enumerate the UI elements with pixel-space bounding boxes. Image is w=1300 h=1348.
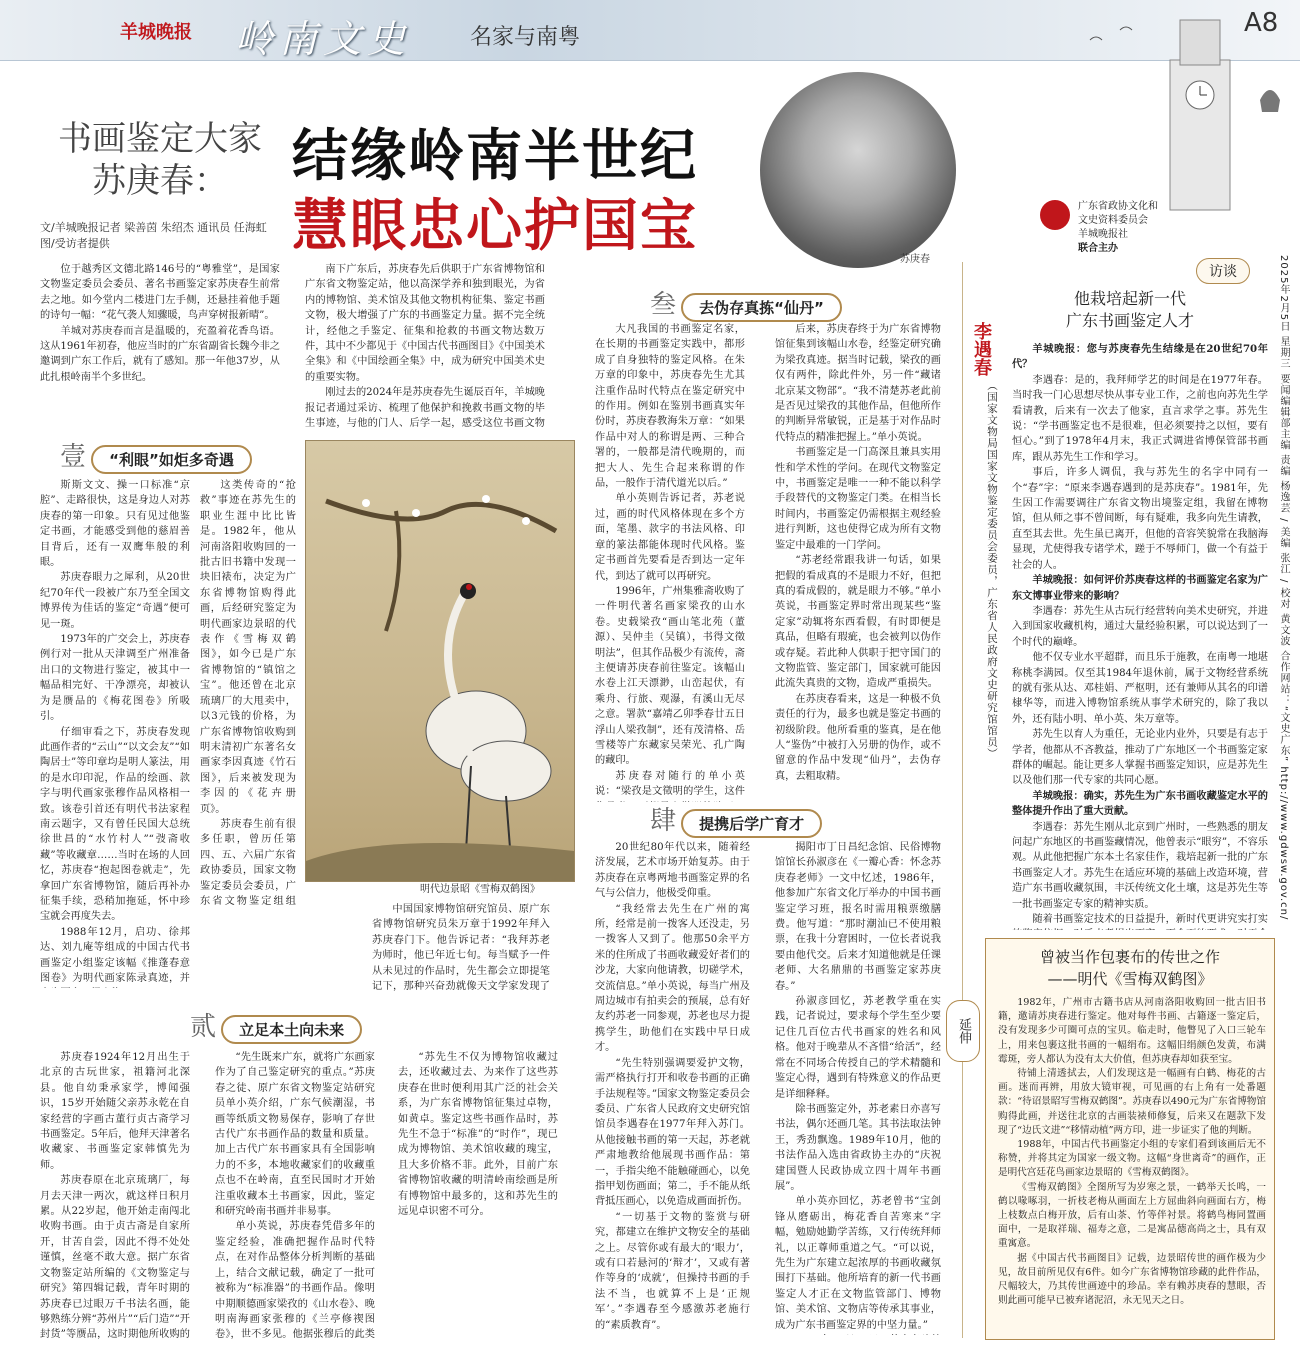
interview-answer: 李遇春：苏先生从古玩行经营转向美术史研究，并进入到国家收藏机构，通过大量经验积累，可以说达到了一个时代的巅峰。 — [1012, 605, 1268, 648]
section-4-paragraph — [775, 1333, 941, 1335]
section-4-paragraph: “一切基于文物的鉴赏与研究，都建立在维护文物安全的基础之上。尽管你或有最大的‘眼力’，或有口若悬河的‘辩才’，又或有著作等身的‘成就’，但操持书画的手法不当，也就算不上是‘正规军’。”李遇春至今感激苏老施行的“素质教育”。 — [595, 1211, 750, 1331]
interview-answer: 事后，许多人调侃，我与苏先生的名字中同有一个“春”字：“原来李遇春遇到的是苏庚春”。1981年，先生因工作需要调往广东省文物出境鉴定组，我留在博物馆，但从师之事不曾间断，每有疑难，我多向先生请教，直至其去世。先生虽已离开，但他的音容笑貌常在我脑海显现，尤使得我专诸学术，蹉于不辱师门，做一个有益于社会的人。 — [1012, 467, 1268, 571]
intro-paragraph: 羊城对苏庚春而言是温暖的，充盈着花香鸟语。这从1961年初春，他应当时的广东省副省长魏今非之邀调到广东工作后，就有了感知。那一年他37岁，从此扎根岭南半个多世纪。 — [40, 325, 280, 383]
section-2-paragraph: 苏庚春原在北京琉璃厂，每月去天津一两次，就这样日积月累。从22岁起，他开始走南闯北收购书画。由于贞古斋是自家所开，甘苦自尝，因此不得不处处谨慎，丝毫不敢大意。据广东省文物鉴定站所编的《文物鉴定与研究》第四辑记载，青年时期的苏庚春已过眼万千书法名画，能够熟练分辨“苏州片”“后门造”“开封货”等赝品，这时期他所收购的 — [40, 1175, 190, 1340]
extension-title — [1000, 946, 1260, 990]
interview-answer: 苏先生以育人为重任，无论业内业外，只要是有志于学者，他都从不吝教益，推动了广东地区一个书画鉴定家群体的崛起。能让更多人掌握书画鉴定知识，应是苏先生以及他们那一代专家的共同心愿。 — [1012, 729, 1268, 787]
extension-title-line-1: 曾被当作包裹布的传世之作 — [1039, 948, 1220, 966]
intro-col-2 — [305, 262, 545, 432]
section-4-paragraph: 揭阳市丁日昌纪念馆、民俗博物馆馆长孙淑彦在《一瓣心香：怀念苏庚春老师》一文中忆述，1986年，他参加广东省文化厅举办的中国书画鉴定学习班，报名时需用粮票缴膳费。他写道：“那时潮汕已不使用粮票，在我十分窘困时，一位长者说我要由他代交。后来才知道他就是任课老师、大名鼎鼎的书画鉴定家苏庚春。” — [775, 842, 941, 992]
section-3-heading — [650, 284, 842, 322]
section-2-paragraph: 苏庚春1924年12月出生于北京的古玩世家，祖籍河北深县。他自幼秉承家学，博闻强识，15岁开始随父亲苏永乾在自家经营的字画古董行贞古斋学习书画鉴定。5年后，他拜天津著名收藏家、书画鉴定家韩慎先为师。 — [40, 1052, 190, 1171]
extension-tag: 延伸 — [946, 1000, 980, 1062]
headline-title-line-1: 结缘岭南半世纪 — [292, 124, 698, 189]
section-1-heading — [60, 436, 252, 474]
column-title: 岭南文史 — [235, 17, 412, 61]
extension-title-line-2: ——明代《雪梅双鹤图》 — [1047, 970, 1213, 988]
organizer-line-1: 广东省政协文化和 — [1078, 201, 1158, 212]
side-credit: 2025年2月5日 星期三 要闻编辑部主编 责编 杨逸芸 / 美编 张江 / 校对 黄文波 合作网站：“文史广东” http://www.gdwsw.gov.cn/ — [1278, 255, 1289, 921]
section-1-paragraph: 苏庚春生前有很多任职，曾历任第四、五、六届广东省政协委员，国家文物鉴定委员会委员，广东省文物鉴定组组 — [200, 818, 296, 907]
section-4-paragraph: 孙淑彦回忆，苏老教学重在实践，记者说过，要求每个学生至少要记住几百位古代书画家的姓名和风格。他对于晚辈从不吝惜“给活”，经常在不同场合传授自己的学术精髓和鉴定心得，遇到有特殊意义的作品更是详细释释。 — [775, 996, 941, 1100]
column-divider — [962, 262, 963, 1338]
section-4-col-b — [775, 840, 941, 1335]
section-3-paragraph: 书画鉴定是一门高深且兼具实用性和学术性的学问。在现代文物鉴定中，书画鉴定是唯一一种不能以科学手段替代的文物鉴定门类。在相当长时间内，书画鉴定仍需根据主观经验进行判断，这也使得它成为所有文物鉴定中最难的一门学问。 — [775, 447, 941, 551]
section-4-paragraph: “我经常去先生在广州的寓所，经常是前一拨客人还没走，另一拨客人又到了。他那50余平方米的住所成了书画收藏爱好者们的沙龙，大家向他请教，切磋学术，交流信息。”单小英说，每当广州及周边城市有拍卖会的预展，总有好友约苏老一同参观，苏老也尽力提携学生，助他们在实践中早日成才。 — [595, 903, 750, 1054]
section-1-col-c — [220, 908, 300, 988]
section-1-paragraph: 中国国家博物馆研究馆员、原广东省博物馆研究员朱万章于1992年拜入苏庚春门下。他告诉记者：“我拜苏老为师时，他已年近七旬。每当赋予一件从未见过的作品时，先生都会立即提笔记下，那种兴奋劲就像天文学家发现了 — [372, 904, 550, 993]
intro-col-1 — [40, 262, 280, 432]
section-1-title: “利眼”如炬多奇遇 — [91, 445, 252, 474]
section-4-paragraph: 单小英亦回忆，苏老曾书“宝剑锋从磨砺出，梅花香自苦寒来”字幅，勉励她勤学苦练，又行传统拜师礼，以正尊师重道之气。“可以说，先生为广东建立起浓厚的书画收藏氛围打下基础。他所培育的新一代书画鉴定人才正在文物监管部门、博物馆、美术馆、文物店等传承其事业，成为广东书画鉴定界的中坚力量。” — [775, 1196, 941, 1331]
kicker-line-1: 书画鉴定大家 — [58, 119, 262, 159]
column-subtitle: 名家与南粤 — [470, 25, 581, 50]
extension-paragraph: 《雪梅双鹤图》全图所写为岁寒之景，一鹤举天长鸣，一鹤以喙啄羽，一折枝老梅从画面左上方屈曲斜向画面右方，梅上枝数点白梅开放，后有山茶、竹等伴衬景。将鹤鸟梅同置画面中，一是取祥瑞、福寿之意，二是寓品德高尚之士，具有双重寓意。 — [998, 1181, 1266, 1250]
extension-paragraph: 1988年，中国古代书画鉴定小组的专家们看到该画后无不称赞，并将其定为国家一级文物。这幅“身世离奇”的画作，正是明代宫廷花鸟画家边景昭的《雪梅双鹤图》。 — [998, 1139, 1266, 1179]
section-2-col-c — [398, 1050, 558, 1340]
section-3-title: 去伪存真拣“仙丹” — [681, 293, 842, 322]
interview-tab: 访谈 — [1196, 258, 1250, 284]
interview-answer: 李遇春：苏先生刚从北京到广州时，一些熟悉的朋友问起广东地区的书画鉴藏情况，他曾表示“眼穷”，不容乐观。从此他把握广东本土名家佳作，栽培起新一批的广东书画鉴定人才。苏先生在适应环境的基础上改造环境，营造广东书画收藏氛围，丰沃传统文化土壤，这是苏先生等一批书画鉴定专家的精神实质。 — [1012, 821, 1268, 910]
painting-snow-plum-cranes — [305, 440, 575, 882]
section-2-heading — [190, 1006, 362, 1044]
extension-paragraph: 据《中国古代书画图目》记载，边景昭传世的画作极为少见，故目前所见仅有6件。如今广东省博物馆珍藏的此件作品，尺幅较大，乃其传世画迹中的珍品。幸有赖苏庚春的慧眼，否则此画可能早已被弃诸泥沼，永无见天之日。 — [998, 1252, 1266, 1307]
clock-tower-illustration — [1060, 0, 1300, 230]
section-1-tail — [372, 902, 550, 994]
section-4-number: 肆 — [650, 806, 677, 836]
section-1-paragraph: 斯斯文文、操一口标准“京腔”、走路很快，这是身边人对苏庚春的第一印象。只有见过他鉴定书画，才能感受到他的慈眉善目背后，还有一双鹰隼般的利眼。 — [40, 480, 190, 569]
section-2-col-a — [40, 1050, 190, 1340]
interview-title-line-1: 他栽培起新一代 — [1073, 289, 1186, 308]
section-3-col-b — [775, 322, 941, 802]
section-4-col-a — [595, 840, 750, 1335]
section-4-heading — [650, 800, 822, 838]
interview-question: 羊城晚报：如何评价苏庚春这样的书画鉴定名家为广东文博事业带来的影响？ — [1012, 574, 1268, 602]
crane-painting-illustration — [306, 441, 574, 881]
section-1-paragraph: 1973年的广交会上，苏庚春例行对一批从天津调至广州准备出口的文物进行鉴定，被其中一幅品相完好、干净漂亮，却被认为是赝品的《梅花图卷》所吸引。 — [40, 634, 190, 723]
section-1-col-a — [40, 478, 190, 988]
section-1-paragraph: 仔细审看之下，苏庚春发现此画作者的“云山”“以文会友”“如陶居士”等印章均是明人篆法，用的是水印印泥，作品的绘画、款字与明代画家张穆作品风格相一致。该卷引首还有明代书法家程南云题字，又有曾任民国大总统徐世昌的“水竹村人”“弢斋收藏”等收藏章……当时在场的人回忆，苏庚春“抱起图卷就走”，先拿回广东省博物馆，随后再补办征集手续，恐稍加拖延，怀中珍宝就会再度失去。 — [40, 726, 190, 923]
intro-paragraph: 位于越秀区文德北路146号的“粤雅堂”，是国家文物鉴定委员会委员、著名书画鉴定家苏庚春生前常去之地。如今堂内二楼进门左手侧，还悬挂着他手题的诗句一幅：“花气袭人知骤暖，鸟声穿树报新晴”。 — [40, 264, 280, 322]
section-1-col-b — [200, 478, 296, 908]
interview-answer: 随着书画鉴定技术的日益提升，新时代更讲究实打实 — [1032, 914, 1268, 926]
section-2-number: 贰 — [190, 1012, 217, 1042]
section-2-paragraph: “苏先生不仅为博物馆收藏过去，还收藏过去、为来作了这些苏庚春在世时便利用其广泛的社会关系，为广东省博物馆征集过卓物，如黄卓。鉴定这些书画作品时，苏先生不急于“标准”的“时作”，现已成为博物馆、美术馆收藏的瑰宝，且大多价格不菲。此外，目前广东省博物馆收藏的明清岭南绘画是所有博物馆中最多的，这和苏先生的远见卓识密不可分。 — [398, 1052, 558, 1218]
interview-body — [1012, 342, 1268, 930]
byline: 文/羊城晚报记者 梁善茵 朱绍杰 通讯员 任海虹 图/受访者提供 — [40, 221, 267, 250]
interview-title — [1005, 288, 1255, 332]
interview-answer: 李遇春：是的，我拜师学艺的时间是在1977年春。当时我一门心思想尽快从事专业工作，之前也向苏先生学看请教，后来有一次去了他家，直言求学之事。苏先生说：“学书画鉴定也不是很难，但必须要持之以恒，要有恒心。”到了1978年4月末，我正式调进省博保管部书画库，跟从苏先生工作和学习。 — [1012, 374, 1268, 463]
interview-title-line-2: 广东书画鉴定人才 — [1065, 311, 1194, 330]
interview-question: 羊城晚报：您与苏庚春先生结缘是在20世纪70年代？ — [1012, 343, 1268, 371]
headline-title-line-2: 慧眼忠心护国宝 — [292, 194, 698, 259]
section-1-number: 壹 — [60, 442, 87, 472]
headline-kicker — [40, 118, 280, 202]
section-3-col-a — [595, 322, 745, 802]
portrait-caption: 苏庚春 — [900, 254, 930, 265]
section-1-paragraph: 这类传奇的“抢救”事迹在苏先生的职业生涯中比比皆是。1982年，他从河南洛阳收购回的一批古旧书籍中发现一块旧裱布，决定为广东省博物馆购得此画，后经研究鉴定为明代画家边景昭的代表作《雪梅双鹤图》，如今已是广东省博物馆的“镇馆之宝”。他还曾在北京琉璃厂的大甩卖中，以3元钱的价格，为广东省博物馆收购到明末清初广东著名女画家李因真迹《竹石图》，后来被发现为李因的《花卉册页》。 — [200, 480, 296, 815]
intro-paragraph: 南下广东后，苏庚春先后供职于广东省博物馆和广东省文物鉴定站，他以高深学养和独到眼光，为省内的博物馆、美术馆及其他文物机构征集、鉴定书画文物，极大增强了广东的书画鉴定力量。据不完全统计，经他之手鉴定、征集和抢救的书画文物达数万件，其中不少都见于《中国古代书画图目》《中国美术全集》和《中国绘画全集》中，成为研究中国美术史的重要实物。 — [305, 264, 545, 383]
kicker-line-2: 苏庚春： — [92, 161, 228, 201]
section-2-paragraph: “先生既来广东，就将广东画家作为了自己鉴定研究的重点。”苏庚春之徒、原广东省文物鉴定站研究员单小英介绍，广东气候潮湿，书画等纸质文物易保存，影响了存世古代广东书画作品的数量和质量。加上古代广东书画家具有全国影响力的不多，本地收藏家们的收藏重点也不在岭南，直至民国时才开始注重收藏本土书画家，因此，鉴定和研究岭南书画并非易事。 — [215, 1052, 375, 1218]
organizer-block — [1078, 200, 1278, 256]
interview-question: 羊城晚报：确实，苏先生为广东书画收藏鉴定水平的整体提升作出了重大贡献。 — [1012, 789, 1268, 818]
interview-answer: 他不仅专业水平超群，而且乐于施教，在南粤一地堪称桃李满园。仅至其1984年退休前，属于文物经营系统的就有张从达、邓桂娟、严枢明，还有兼师从其名的印谱棣华等，而进入博物馆系统从事学术研究的，除了我以外，还有陆小明、单小英、朱万章等。 — [1012, 652, 1268, 725]
newspaper-logo: 羊城晚报 — [120, 22, 192, 43]
cppcc-emblem-icon — [1040, 200, 1070, 230]
section-3-paragraph: “苏老经常跟我讲一句话，如果把假的看成真的不是眼力不好，但把真的看成假的，就是眼力不够。”单小英说，书画鉴定界时常出现某些“鉴定家”动辄将东西看假，有时即便是真品，但略有瑕疵，也会被判以伪作或存疑。若此种人供职于把守国门的文物监管、鉴定部门，国家就可能因此流失真贵的文物，造成严重损失。 — [775, 555, 941, 690]
section-3-paragraph: 大凡我国的书画鉴定名家，在长期的书画鉴定实践中，都形成了自身独特的鉴定风格。在朱万章的印象中，苏庚春先生尤其注重作品时代特点在鉴定研究中的作用。例如在鉴别书画真实年份时，苏庚春教海朱万章：“如果作品中对人的称谓是两、三种合署的，一般都是清代晚期的，而把大人、先生合起来称谓的作品，一般作于清代道光以后。” — [595, 324, 745, 490]
extension-body — [998, 996, 1266, 1334]
section-4-paragraph: “先生特别强调要爱护文物，需严格执行打开和收卷书画的正确手法规程等。”国家文物鉴定委员会委员、广东省人民政府文史研究馆馆员李遇春在1977年拜入苏门。从他接触书画的第一天起，苏老就严肃地教给他展现书画作品：第一，手指尖绝不能触碰画心，以免指甲划伤画面；第二，手不能从纸背抵压画心，以免造成画面折伤。 — [595, 1057, 750, 1208]
section-1-paragraph: 苏庚春眼力之犀利，从20世纪70年代一段被广东乃至全国文博界传为佳话的鉴定“奇遇”便可见一斑。 — [40, 572, 190, 630]
extension-paragraph: 待铺上清透拭去，人们发现这是一幅画有白鹤、梅花的古画。迷而再辨，用放大镜审视，可见画的右上角有一处番题款：“待诏景昭写雪梅双鹤图”。苏庚春以490元为广东省博物馆购得此画，并送往北京的古画装裱师修复，后来又在题款下发现了“边氏文进”“移情动植”两方印，进一步证实了他的判断。 — [998, 1068, 1266, 1136]
intro-paragraph: 刚过去的2024年是苏庚春先生诞辰百年，羊城晚报记者通过采访、梳理了他保护和挽救书画文物的毕生事迹，与他的门人、后学一起，感受这位书画文物 — [305, 387, 545, 430]
section-2-col-b — [215, 1050, 375, 1340]
organizer-joint: 联合主办 — [1078, 243, 1118, 254]
section-3-paragraph: 1996年，广州集雅斋收购了一件明代著名画家梁孜的山水卷。史载梁孜“画山笔北苑（董源）、吴仲圭（吴镇），书得文徵明法”，但其作品极少有流传，斋主便请苏庚春前往鉴定。该幅山水卷上江天漂渺，山峦起伏，有乘舟、行旅、观瀑，有溪山无尽之意。署款“嘉靖乙卯季春廿五日浮山人梁孜制”，还有茂清格、岳雪楼等广东藏家吴荣光、孔广陶的藏印。 — [595, 585, 745, 767]
extension-paragraph: 1982年，广州市古籍书店从河南洛阳收购回一批古旧书籍，邀请苏庚春进行鉴定。他对每件书画、古籍逐一鉴定后，没有发现多少可圈可点的宝贝。临走时，他瞥见了入口三轮车上，用来包裹这批书画的一幅绢布。这幅旧绢颜色发黄，布满霉斑，旁人都认为没有太大价值，但苏庚春却如获至宝。 — [998, 997, 1266, 1065]
interviewee-title: （国家文物局国家文物鉴定委员会委员，广东省人民政府文史研究馆馆员） — [986, 380, 998, 760]
section-4-paragraph: 20世纪80年代以来，随着经济发展，艺术市场开始复苏。由于苏庚春在京粤两地书画鉴定界的名气与公信力，他极受仰重。 — [595, 842, 750, 900]
section-3-paragraph: 苏庚春对随行的单小英说：“梁孜是文徵明的学生，这件 — [595, 770, 745, 798]
page-number: A8 — [1244, 8, 1279, 38]
section-4-title: 提携后学广育才 — [681, 809, 822, 838]
section-4-paragraph: 除书画鉴定外，苏老素日亦喜写书法，偶尔还画几笔。其书法取法钟王，秀劲飘逸。1989年10月，他的书法作品入选由省政协主办的“庆祝建国暨人民政协成立四十周年书画展”。 — [775, 1103, 941, 1192]
section-3-number: 叁 — [650, 290, 677, 320]
interviewee-name: 李遇春 — [971, 322, 992, 376]
organizer-line-3: 羊城晚报社 — [1078, 229, 1128, 240]
section-3-paragraph: 在苏庚春看来，这是一种极不负责任的行为，最多也就是鉴定书画的初级阶段。他所看重的鉴真，是在他人“鉴伪”中被打入另册的伪作，或不留意的作品中发现“仙丹”，去伪存真，去粗取精。 — [775, 693, 941, 782]
painting-caption: 明代边景昭《雪梅双鹤图》 — [420, 884, 540, 895]
section-3-paragraph: 后来，苏庚春终于为广东省博物馆征集到该幅山水卷，经鉴定研究确为梁孜真迹。据当时记载，梁孜的画仅有两件，除此件外，另一件“藏诸北京某文物部”。“我不清楚苏老此前是否见过梁孜的其他作品，但他所作的判断异常敏锐，正是基于对作品时代特点的精准把握上。”单小英说。 — [775, 324, 941, 443]
portrait-photo — [760, 72, 956, 268]
section-2-paragraph: 单小英说，苏庚春凭借多年的鉴定经验，准确把握作品时代特点，在对作品整体分析判断的基础上，结合文献记载，确定了一批可被称为“标准器”的书画作品。像明中期顺德画家梁孜的《山水卷》、晚明南海画家张穆的《兰亭修禊图卷》，世不多见。他据张穆后的此类 — [215, 1221, 375, 1340]
organizer-line-2: 文史资料委员会 — [1078, 215, 1148, 226]
section-1-paragraph: 1988年12月，启功、徐邦达、刘九庵等组成的中国古代书画鉴定小组鉴定该幅《推蓬春意图卷》为明代画家陈录真迹，并 — [40, 926, 190, 984]
section-3-paragraph: 单小英则告诉记者，苏老说过，画的时代风格体现在多个方面，笔墨、款字的书法风格、印章的篆法都能体现时代风格。鉴定书画首先要看是否到达一定年代，到达了就可以再研究。 — [595, 493, 745, 582]
section-2-title: 立足本土向未来 — [221, 1015, 362, 1044]
